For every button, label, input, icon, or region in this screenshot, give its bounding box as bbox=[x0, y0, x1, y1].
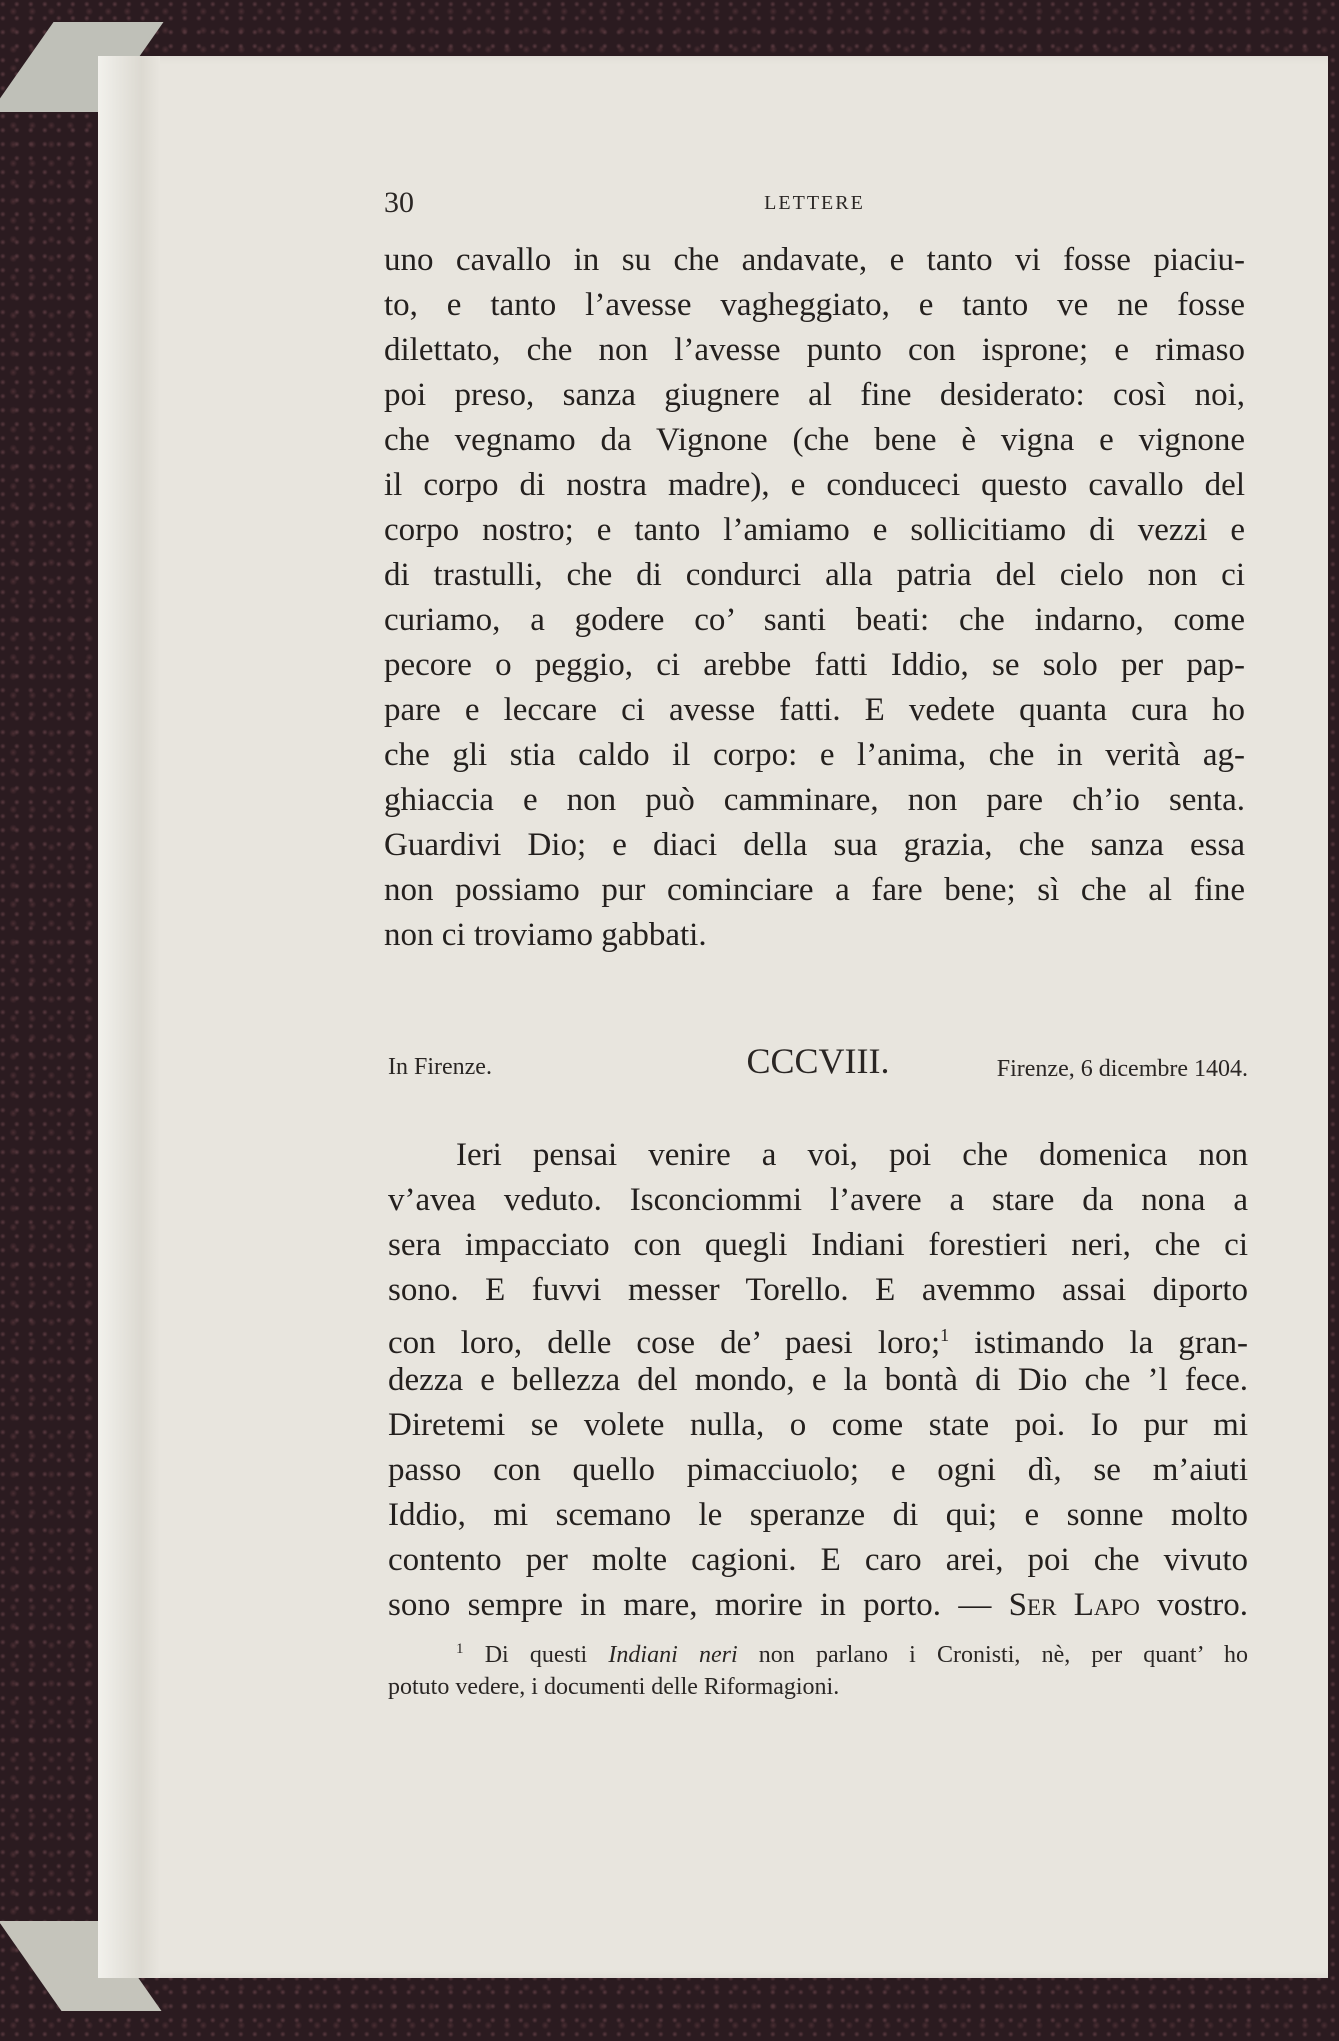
text-line: uno cavallo in su che andavate, e tanto vi fosse piaciu- bbox=[384, 242, 1245, 278]
signature: Ser Lapo bbox=[1008, 1587, 1140, 1623]
text-line bbox=[388, 1583, 1248, 1628]
letter-heading bbox=[388, 1040, 1248, 1090]
text-line: to, e tanto l’avesse vagheggiato, e tanto ve ne fosse bbox=[384, 287, 1245, 323]
text-line: il corpo di nostra madre), e conduceci questo cavallo del bbox=[384, 467, 1245, 503]
text-line: passo con quello pimacciuolo; e ogni dì, se m’aiuti bbox=[388, 1452, 1248, 1488]
text-line: corpo nostro; e tanto l’amiamo e sollicitiamo di vezzi e bbox=[384, 512, 1245, 548]
text-line: poi preso, sanza giugnere al fine desiderato: così noi, bbox=[384, 377, 1245, 413]
paragraph-1 bbox=[384, 238, 1245, 958]
text-line: v’avea veduto. Isconciommi l’avere a stare da nona a bbox=[388, 1182, 1248, 1218]
text-line: di trastulli, che di condurci alla patria del cielo non ci bbox=[384, 557, 1245, 593]
letter-number: CCCVIII. bbox=[746, 1041, 890, 1081]
running-title: LETTERE bbox=[764, 192, 865, 214]
text-line: non possiamo pur cominciare a fare bene; sì che al fine bbox=[384, 872, 1245, 908]
footnote bbox=[388, 1630, 1248, 1706]
text-segment: Indiani neri bbox=[608, 1642, 738, 1668]
text-line: contento per molte cagioni. E caro arei, poi che vivuto bbox=[388, 1542, 1248, 1578]
text-segment: vostro. bbox=[1139, 1587, 1248, 1623]
text-segment: sono sempre in mare, morire in porto. — bbox=[388, 1587, 1009, 1623]
text-line: dilettato, che non l’avesse punto con isprone; e rimaso bbox=[384, 332, 1245, 368]
paragraph-2 bbox=[388, 1133, 1248, 1628]
text-line: Guardivi Dio; e diaci della sua grazia, che sanza essa bbox=[384, 827, 1245, 863]
text-line: dezza e bellezza del mondo, e la bontà di Dio che ’l fece. bbox=[388, 1362, 1248, 1398]
page-number: 30 bbox=[384, 186, 414, 219]
text-line: pecore o peggio, ci arebbe fatti Iddio, se solo per pap- bbox=[384, 647, 1245, 683]
text-line: sono. E fuvvi messer Torello. E avemmo assai diporto bbox=[388, 1272, 1248, 1308]
text-line: curiamo, a godere co’ santi beati: che indarno, come bbox=[384, 602, 1245, 638]
text-line: che vegnamo da Vignone (che bene è vigna e vignone bbox=[384, 422, 1245, 458]
text-segment: Di questi bbox=[463, 1642, 609, 1668]
text-line: pare e leccare ci avesse fatti. E vedete quanta cura ho bbox=[384, 692, 1245, 728]
text-line: Diretemi se volete nulla, o come state poi. Io pur mi bbox=[388, 1407, 1248, 1443]
text-line: Ieri pensai venire a voi, poi che domenica non bbox=[456, 1137, 1248, 1173]
text-segment: con loro, delle cose de’ paesi loro; bbox=[388, 1325, 941, 1361]
text-segment: non parlano i Cronisti, nè, per quant’ ho bbox=[737, 1642, 1248, 1668]
footnote-line bbox=[388, 1630, 1248, 1668]
footnote-marker: 1 bbox=[456, 1641, 464, 1657]
text-line: Iddio, mi scemano le speranze di qui; e sonne molto bbox=[388, 1497, 1248, 1533]
footnote-marker: 1 bbox=[940, 1325, 950, 1345]
letter-date: Firenze, 6 dicembre 1404. bbox=[996, 1056, 1248, 1082]
letter-address: In Firenze. bbox=[388, 1054, 492, 1080]
text-line: non ci troviamo gabbati. bbox=[384, 917, 707, 953]
running-header bbox=[384, 186, 1245, 222]
page-gutter bbox=[98, 56, 160, 1978]
footnote-line: potuto vedere, i documenti delle Riformagioni. bbox=[388, 1674, 840, 1700]
text-line: ghiaccia e non può camminare, non pare ch’io senta. bbox=[384, 782, 1245, 818]
text-segment: istimando la gran- bbox=[949, 1325, 1248, 1361]
text-line bbox=[388, 1313, 1248, 1361]
text-line: sera impacciato con quegli Indiani forestieri neri, che ci bbox=[388, 1227, 1248, 1263]
text-line: che gli stia caldo il corpo: e l’anima, che in verità ag- bbox=[384, 737, 1245, 773]
